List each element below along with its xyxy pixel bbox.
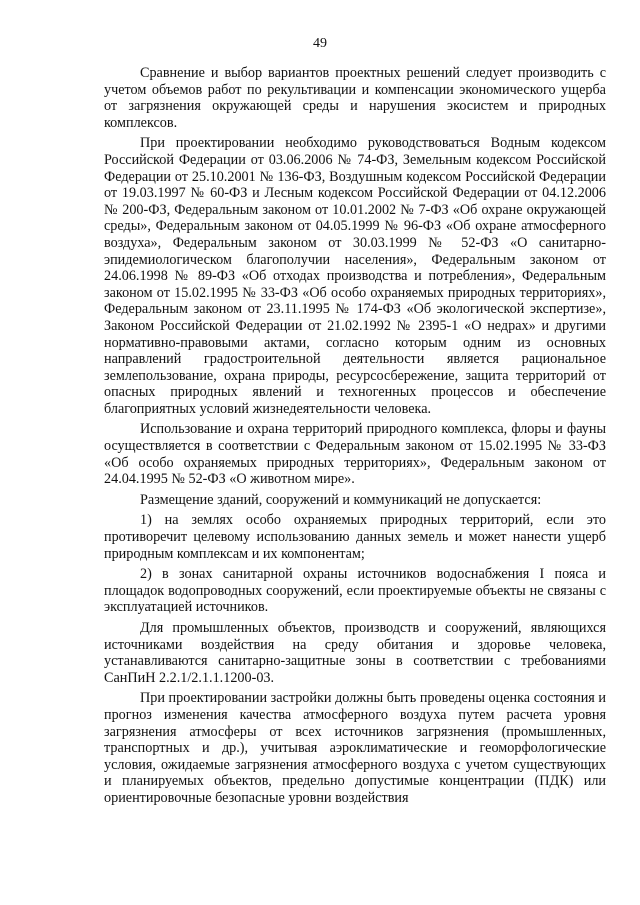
paragraph: Размещение зданий, сооружений и коммуникаций не допускается:	[140, 491, 542, 508]
body-text	[104, 65, 606, 811]
page-number: 49	[313, 36, 327, 51]
list-item: 1) на землях особо охраняемых природных территорий, если это противоречит целевому использованию данных земель и может нанести ущерб природным комплексам и их компонентам;	[104, 512, 606, 562]
paragraph: При проектировании необходимо руководствоваться Водным кодексом Российской Федерации от 03.06.2006 № 74-ФЗ, Земельным кодексом Российской Федерации от 25.10.2001 № 136-ФЗ, Воздушным кодексом Российской Федерации от 19.03.1997 № 60-ФЗ и Лесным кодексом Российской Федерации от 04.12.2006 № 200-ФЗ, Федеральным законом от 10.01.2002 № 7-ФЗ «Об охране окружающей среды», Федеральным законом от 04.05.1999 № 96-ФЗ «Об охране атмосферного воздуха», Федеральным законом от 30.03.1999 № 52-ФЗ «О санитарно-эпидемиологическом благополучии населения», Федеральным законом от 24.06.1998 № 89-ФЗ «Об отходах производства и потребления», Федеральным законом от 15.02.1995 № 33-ФЗ «Об особо охраняемых природных территориях», Федеральным законом от 23.11.1995 № 174-ФЗ «Об экологической экспертизе», Законом Российской Федерации от 21.02.1992 № 2395-1 «О недрах» и другими нормативно-правовыми актами, согласно которым одним из основных направлений градостроительной деятельности является рациональное землепользование, охрана природы, ресурсосбережение, защита территорий от опасных природных явлений и техногенных процессов и обеспечение благоприятных условий жизнедеятельности человека.	[104, 135, 606, 417]
paragraph: Для промышленных объектов, производств и сооружений, являющихся источниками воздействия на среду обитания и здоровье человека, устанавливаются санитарно-защитные зоны в соответствии с требованиями СанПиН 2.2.1/2.1.1.1200-03.	[104, 620, 606, 686]
paragraph: Сравнение и выбор вариантов проектных решений следует производить с учетом объемов работ по рекультивации и компенсации экономического ущерба от загрязнения окружающей среды и нарушения экосистем и природных комплексов.	[104, 65, 606, 131]
paragraph: Использование и охрана территорий природного комплекса, флоры и фауны осуществляется в соответствии с Федеральным законом от 15.02.1995 № 33-ФЗ «Об особо охраняемых природных территориях», Федеральным законом от 24.04.1995 № 52-ФЗ «О животном мире».	[104, 421, 606, 488]
paragraph: При проектировании застройки должны быть проведены оценка состояния и прогноз изменения качества атмосферного воздуха путем расчета уровня загрязнения атмосферы от всех источников загрязнения (промышленных, транспортных и др.), учитывая аэроклиматические и геоморфологические условия, ожидаемые загрязнения атмосферного воздуха с учетом существующих и планируемых объектов, предельно допустимые концентрации (ПДК) или ориентировочные безопасные уровни воздействия	[104, 690, 606, 806]
list-item: 2) в зонах санитарной охраны источников водоснабжения I пояса и площадок водопроводных сооружений, если проектируемые объекты не связаны с эксплуатацией источников.	[104, 566, 606, 616]
